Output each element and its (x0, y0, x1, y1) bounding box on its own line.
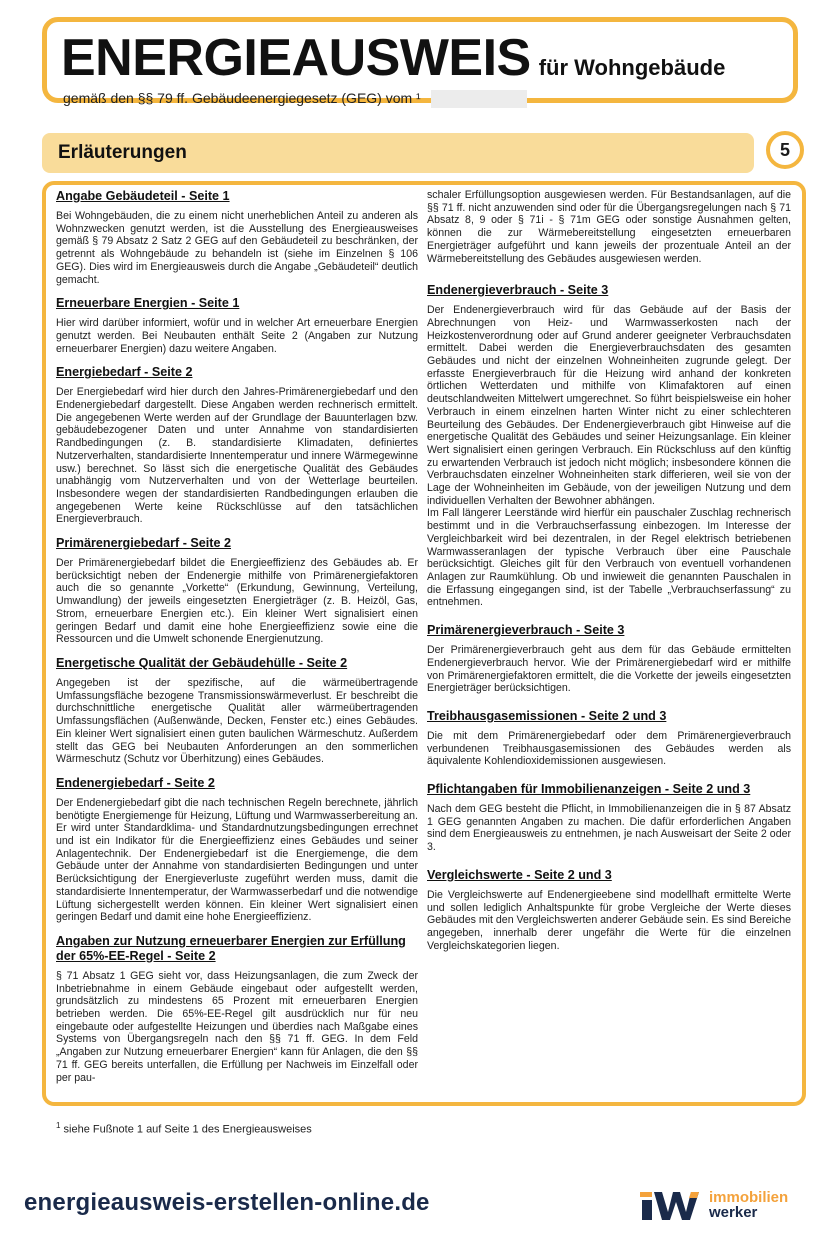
heading-treibhausgasemissionen: Treibhausgasemissionen - Seite 2 und 3 (427, 708, 667, 723)
heading-vergleichswerte: Vergleichswerte - Seite 2 und 3 (427, 867, 612, 882)
heading-energiebedarf: Energiebedarf - Seite 2 (56, 365, 193, 380)
heading-65-ee-regel: Angaben zur Nutzung erneuerbarer Energien zur Erfüllung der 65%-EE-Regel - Seite 2 (56, 933, 406, 963)
document-title (61, 28, 725, 88)
text-erneuerbare-energien: Hier wird darüber informiert, wofür und in welcher Art erneuerbare Energien genutzt werden. Bei Neubauten enthält Seite 2 (Angaben zur Nutzung erneuerbarer Energien) dazu weitere Angaben. (56, 317, 418, 355)
text-energiebedarf: Der Energiebedarf wird hier durch den Jahres-Primärenergiebedarf und den Endenergiebedarf dargestellt. Diese Angaben werden rechnerisch ermittelt. Die angegebenen Werte werden auf der Grundlage der Bauunterlagen bzw. gebäudebezogener Daten und unter Annahme von standardisierten Randbedingungen (z. B. standardisierte Klimadaten, definiertes Nutzerverhalten, standardisierte Innentemperatur und innere Wärmegewinne usw.) berechnet. So lässt sich die energetische Qualität des Gebäudes unabhängig vom Nutzerverhalten und von der Wetterlage beurteilen. Insbesondere wegen der standardisierten Randbedingungen erlauben die angegebenen Werte keine Rückschlüsse auf den tatsächlichen Energieverbrauch. (56, 386, 418, 526)
footnote-marker: 1 (56, 1121, 61, 1130)
law-text: gemäß den §§ 79 ff. Gebäudeenergiegesetz (GEG) vom ¹ (63, 90, 421, 106)
right-column (427, 189, 791, 962)
logo-word-immobilien: immobilien (709, 1189, 789, 1206)
text-pflichtangaben: Nach dem GEG besteht die Pflicht, in Immobilienanzeigen die in § 87 Absatz 1 GEG genannten Angaben zu machen. Die dafür erforderlichen Angaben sind dem Energieausweis zu entnehmen, je nach Ausweisart der Seite 2 oder 3. (427, 803, 791, 854)
text-primaerenergieverbrauch: Der Primärenergieverbrauch geht aus dem für das Gebäude ermittelten Endenergieverbrauch hervor. Wie der Primärenergiebedarf wird er mithilfe von Primärenergiefaktoren ermittelt, die die Vorkette der jeweils eingesetzten Energieträger berücksichtigen. (427, 644, 791, 695)
text-primaerenergiebedarf: Der Primärenergiebedarf bildet die Energieeffizienz des Gebäudes ab. Er berücksichtigt neben der Endenergie mithilfe von Primärenergiefaktoren auch die so genannte „Vorkette“ (Erkundung, Gewinnung, Verteilung, Umwandlung) der jeweils eingesetzten Energieträger (z. B. Heizöl, Gas, Strom, erneuerbare Energien etc.). Ein kleiner Wert signalisiert einen geringen Bedarf und damit eine hohe Energieeffizienz sowie eine die Ressourcen und die Umwelt schonende Energienutzung. (56, 557, 418, 646)
text-vergleichswerte: Die Vergleichswerte auf Endenergieebene sind modellhaft ermittelte Werte und sollen lediglich Anhaltspunkte für grobe Vergleiche der Werte dieses Gebäudes mit den Vergleichswerten anderer Gebäude sein. Es sind Bereiche angegeben, innerhalb derer ungefähr die Werte für die einzelnen Vergleichskategorien liegen. (427, 888, 791, 952)
text-gebaeudeteil: Bei Wohngebäuden, die zu einem nicht unerheblichen Anteil zu anderen als Wohnzwecken genutzt werden, ist die Ausstellung des Energieausweises gemäß § 79 Absatz 2 Satz 2 GEG auf den Gebäudeteil zu beschränken, der getrennt als Wohngebäude zu behandeln ist (siehe im Einzelnen § 106 GEG). Dies wird im Energieausweis durch die Angabe „Gebäudeteil“ deutlich gemacht. (56, 210, 418, 286)
title-subtitle: für Wohngebäude (538, 55, 726, 80)
left-column (56, 189, 418, 1094)
section-title-bar (42, 133, 754, 173)
heading-gebaeudeteil: Angabe Gebäudeteil - Seite 1 (56, 189, 230, 203)
heading-gebaeudehuelle: Energetische Qualität der Gebäudehülle - Seite 2 (56, 655, 348, 670)
text-gebaeudehuelle: Angegeben ist der spezifische, auf die wärmeübertragende Umfassungsfläche bezogene Transmissionswärmeverlust. Er beschreibt die durchschnittliche energetische Qualität aller wärmeübertragenden Umfassungsflächen (Außenwände, Decken, Fenster etc.) eines Gebäudes. Ein kleiner Wert signalisiert einen guten baulichen Wärmeschutz. Außerdem stellt das GEG bei Neubauten Anforderungen an den sommerlichen Wärmeschutz (Schutz vor Überhitzung) eines Gebäudes. (56, 676, 418, 766)
heading-primaerenergiebedarf: Primärenergiebedarf - Seite 2 (56, 536, 231, 551)
section-title: Erläuterungen (58, 142, 187, 163)
header-box (42, 17, 798, 106)
text-65-ee-regel: § 71 Absatz 1 GEG sieht vor, dass Heizungsanlagen, die zum Zweck der Inbetriebnahme in einem Gebäude eingebaut oder aufgestellt werden, grundsätzlich zu mindestens 65 Prozent mit erneuerbaren Energien betrieben werden. Die 65%-EE-Regel gilt ausdrücklich nur für neu eingebaute oder aufgestellte Heizungen und überdies nach Maßgabe eines Systems von Übergangsregeln nach den §§ 71 ff. GEG. In dem Feld „Angaben zur Nutzung erneuerbarer Energien“ kann für Anlagen, die den §§ 71 ff. GEG bereits unterfallen, die Erfüllung per Nachweis im Einzelfall oder per pau- (56, 969, 418, 1084)
footnote (56, 1121, 312, 1136)
logo-word-werker: werker (709, 1204, 758, 1221)
heading-endenergieverbrauch: Endenergieverbrauch - Seite 3 (427, 283, 609, 298)
website-link[interactable]: energieausweis-erstellen-online.de (24, 1189, 430, 1216)
title-main: ENERGIEAUSWEIS (61, 29, 531, 87)
heading-erneuerbare-energien: Erneuerbare Energien - Seite 1 (56, 296, 240, 311)
heading-primaerenergieverbrauch: Primärenergieverbrauch - Seite 3 (427, 623, 625, 638)
text-endenergieverbrauch-leerstand: Im Fall längerer Leerstände wird hierfür ein pauschaler Zuschlag rechnerisch bestimmt und in die Verbrauchserfassung einbezogen. Im Interesse der Vergleichbarkeit wird bei dezentralen, in der Regel elektrisch betriebenen Warmwasseranlagen der typische Verbrauch über eine Pauschale berücksichtigt. Gleiches gilt für den Verbrauch von eventuell vorhandenen Anlagen zur Raumkühlung. Ob und inwieweit die genannten Pauschalen in die Erfassung eingegangen sind, ist der Tabelle „Verbrauchserfassung“ zu entnehmen. (427, 507, 791, 609)
immobilienwerker-logo (640, 1188, 815, 1224)
heading-pflichtangaben: Pflichtangaben für Immobilienanzeigen - Seite 2 und 3 (427, 782, 751, 797)
law-line (63, 90, 527, 108)
iw-logo-icon (640, 1188, 702, 1222)
text-treibhausgasemissionen: Die mit dem Primärenergiebedarf oder dem Primärenergieverbrauch verbundenen Treibhausgasemissionen des Gebäudes werden als äquivalente Kohlendioxidemissionen ausgewiesen. (427, 729, 791, 768)
text-65-ee-regel-continued: schaler Erfüllungsoption ausgewiesen werden. Für Bestandsanlagen, auf die §§ 71 ff. nicht anzuwenden sind oder für die Übergangsregelungen nach § 71 Absatz 8, 9 oder § 71i - § 71m GEG oder sonstige Ausnahmen gelten, können die zur Wärmebereitstellung eingesetzten erneuerbaren Energieträger aufgeführt und kann jeweils der prozentuale Anteil an der Wärmebereitstellung des Gebäudes ausgewiesen werden. (427, 189, 791, 265)
page-number-badge: 5 (766, 131, 804, 169)
date-field (431, 90, 527, 108)
text-endenergiebedarf: Der Endenergiebedarf gibt die nach technischen Regeln berechnete, jährlich benötigte Energiemenge für Heizung, Lüftung und Warmwasserbereitung an. Er wird unter Standardklima- und Standardnutzungsbedingungen errechnet und ist ein Indikator für die Energieeffizienz eines Gebäudes und seiner Anlagentechnik. Der Endenergiebedarf ist die Energiemenge, die dem Gebäude unter der Annahme von standardisierten Bedingungen und unter Berücksichtigung der Energieverluste zugeführt werden muss, damit die standardisierte Innentemperatur, der Warmwasserbedarf und die notwendige Lüftung sichergestellt werden können. Ein kleiner Wert signalisiert einen geringen Bedarf und damit eine hohe Energieeffizienz. (56, 796, 418, 924)
heading-endenergiebedarf: Endenergiebedarf - Seite 2 (56, 775, 215, 790)
text-endenergieverbrauch: Der Endenergieverbrauch wird für das Gebäude auf der Basis der Abrechnungen von Heiz- und Warmwasserkosten nach der Heizkostenverordnung oder auf Grund anderer geeigneter Verbrauchsdaten ermittelt. Dabei werden die Energieverbrauchsdaten des gesamten Gebäudes und nicht der einzelnen Wohneinheiten zugrunde gelegt. Der erfasste Energieverbrauch für die Heizung wird anhand der konkreten örtlichen Wetterdaten und mithilfe von Klimafaktoren auf einen deutschlandweiten Mittelwert umgerechnet. So führt beispielsweise ein hoher Verbrauch in einem einzelnen harten Winter nicht zu einer schlechteren Beurteilung des Gebäudes. Der Endenergieverbrauch gibt Hinweise auf die energetische Qualität des Gebäudes und seiner Heizungsanlage. Ein kleiner Wert signalisiert einen geringen Verbrauch. Ein Rückschluss auf den künftig zu erwartenden Verbrauch ist jedoch nicht möglich; insbesondere können die Verbrauchsdaten einzelner Wohneinheiten stark differieren, weil sie von der Lage der Wohneinheiten im Gebäude, von der jeweiligen Nutzung und dem individuellen Verhalten der Bewohner abhängen. (427, 304, 791, 507)
footnote-text: siehe Fußnote 1 auf Seite 1 des Energieausweises (63, 1123, 312, 1136)
